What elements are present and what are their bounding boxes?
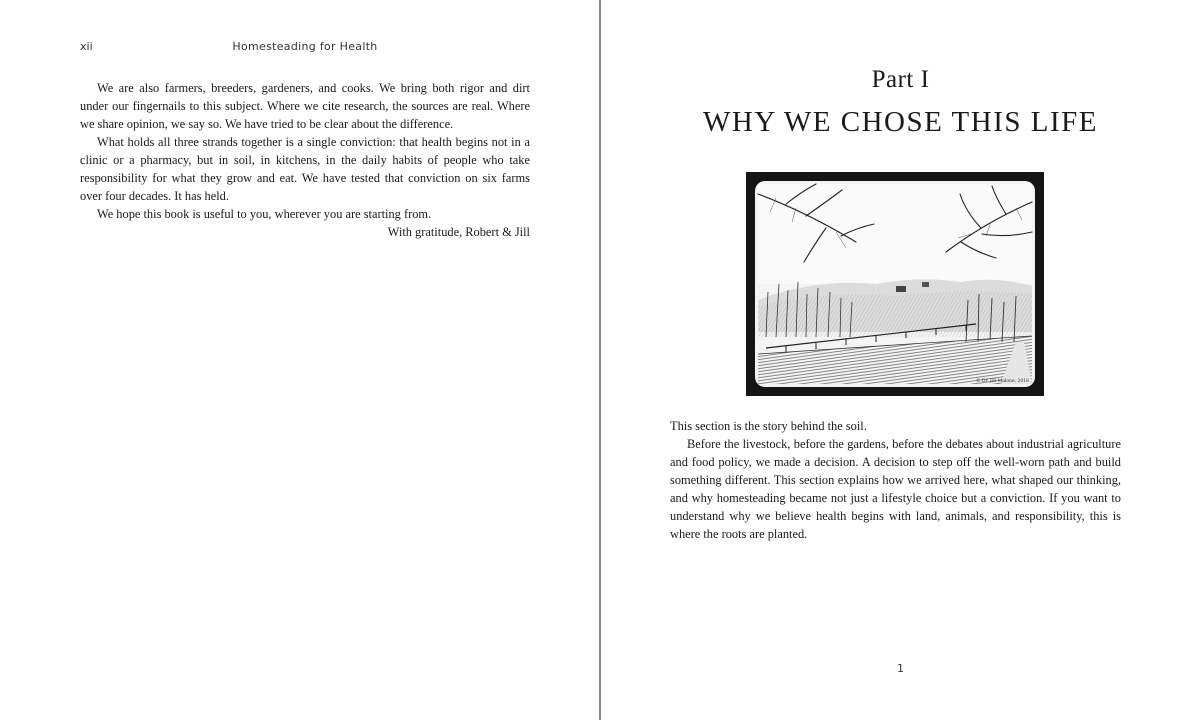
signoff: With gratitude, Robert & Jill: [387, 225, 530, 239]
part-title: WHY WE CHOSE THIS LIFE: [703, 106, 1098, 138]
paragraph: What holds all three strands together is a single conviction: that health begins not in a clinic or a pharmacy, but in soil, in kitchens, in the daily habits of people who take responsibility for what they grow and eat. We have tested that conviction on six farms over four decades. It has held.: [80, 135, 530, 203]
winter-farm-landscape-drawing-icon: [746, 172, 1044, 396]
left-body-text: [80, 79, 530, 241]
paragraph: We are also farmers, breeders, gardeners, and cooks. We bring both rigor and dirt under our fingernails to this subject. Where we cite research, the sources are real. Where we share opinion, we say so. We have tried to be clear about the difference.: [80, 81, 530, 131]
illustration-credit: © Dr. Jill Malone, 2018: [976, 379, 1029, 384]
paragraph: This section is the story behind the soil.: [670, 419, 867, 433]
running-head-title: Homesteading for Health: [232, 40, 378, 53]
part-intro-text: [670, 417, 1121, 543]
page-number: 1: [897, 662, 904, 675]
right-page: [601, 0, 1200, 720]
running-head: [80, 40, 530, 56]
paragraph: Before the livestock, before the gardens, before the debates about industrial agriculture and food policy, we made a decision. A decision to step off the well-worn path and build something different. This section explains how we arrived here, what shaped our thinking, and why homesteading became not just a lifestyle choice but a conviction. If you want to understand why we believe health begins with land, animals, and responsibility, this is where the roots are planted.: [670, 437, 1121, 541]
paragraph: We hope this book is useful to you, wherever you are starting from.: [97, 207, 432, 221]
page-folio: xii: [80, 40, 93, 53]
part-label: Part I: [871, 66, 930, 93]
